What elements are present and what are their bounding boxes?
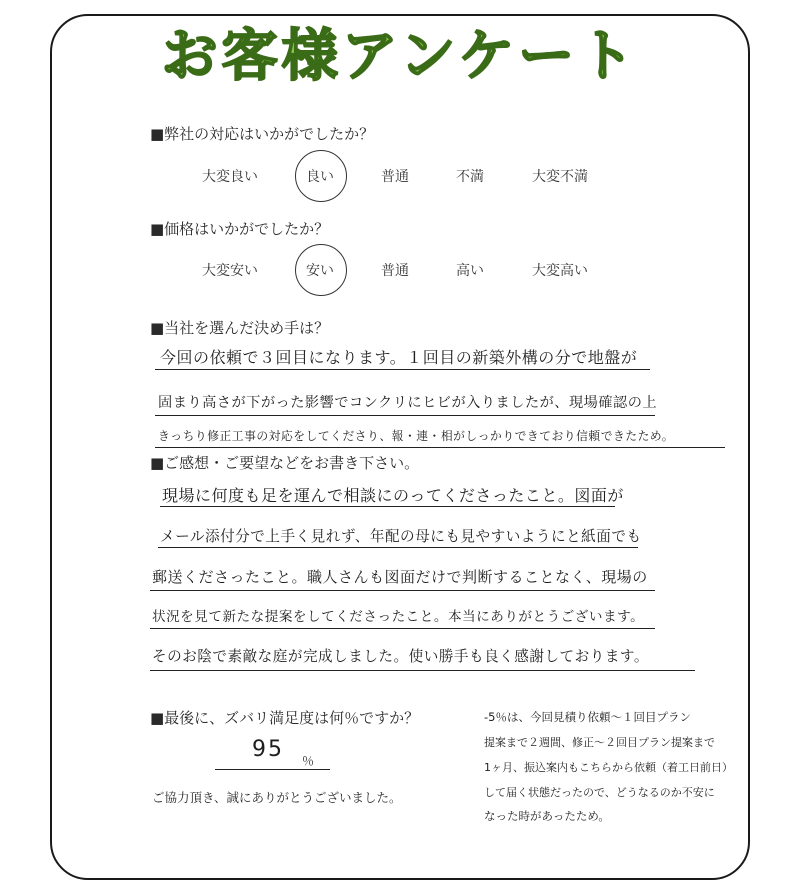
survey-title: お客様アンケート: [161, 24, 639, 89]
service-option-good: 良い: [306, 166, 334, 186]
service-option-very-dissatisfied: 大変不満: [532, 169, 588, 185]
impressions-line-3: 郵送くださったこと。職人さんも図面だけで判断することなく、現場の: [152, 568, 648, 586]
question-service: ■弊社の対応はいかがでしたか？: [150, 125, 375, 143]
underline: [150, 590, 655, 591]
underline: [155, 415, 655, 416]
price-option-normal: 普通: [381, 263, 409, 279]
underline: [158, 547, 638, 548]
price-option-cheap: 安い: [306, 260, 334, 280]
satisfaction-note-line-2: 提案まで２週間、修正～２回目プラン提案まで: [484, 736, 715, 749]
question-impressions: ■ご感想・ご要望などをお書き下さい。: [150, 454, 420, 472]
satisfaction-unit: ％: [302, 754, 315, 768]
question-satisfaction: ■最後に、ズバリ満足度は何％ですか？: [150, 709, 420, 727]
satisfaction-underline: [215, 769, 330, 770]
price-option-expensive: 高い: [456, 263, 484, 279]
impressions-line-1: 現場に何度も足を運んで相談にのってくださったこと。図面が: [162, 486, 624, 505]
price-options: [195, 260, 615, 290]
impressions-line-4: 状況を見て新たな提案をしてくださったこと。本当にありがとうございます。: [152, 609, 645, 625]
service-option-normal: 普通: [381, 169, 409, 185]
service-option-very-good: 大変良い: [202, 169, 258, 185]
satisfaction-note-line-5: なった時があったため。: [484, 809, 610, 823]
deciding-factor-line-2: 固まり高さが下がった影響でコンクリにヒビが入りましたが、現場確認の上: [158, 395, 658, 411]
price-option-very-expensive: 大変高い: [532, 263, 588, 279]
underline: [150, 628, 655, 629]
service-option-dissatisfied: 不満: [456, 169, 484, 185]
impressions-line-2: メール添付分で上手く見れず、年配の母にも見やすいようにと紙面でも: [160, 528, 642, 545]
price-option-very-cheap: 大変安い: [202, 263, 258, 279]
service-options: [195, 166, 615, 196]
question-price: ■価格はいかがでしたか？: [150, 220, 330, 238]
deciding-factor-line-3: きっちり修正工事の対応をしてくださり、報・連・相がしっかりできており信頼できたため。: [158, 429, 674, 443]
underline: [155, 369, 650, 370]
thanks-message: ご協力頂き、誠にありがとうございました。: [152, 790, 402, 805]
satisfaction-value: 95: [252, 737, 284, 762]
satisfaction-note-line-3: 1ヶ月、振込案内もこちらから依頼（着工日前日）: [484, 761, 733, 774]
impressions-line-5: そのお陰で素敵な庭が完成しました。使い勝手も良く感謝しております。: [152, 648, 649, 665]
underline: [150, 670, 695, 671]
satisfaction-note-line-4: して届く状態だったので、どうなるのか不安に: [484, 786, 715, 799]
deciding-factor-line-1: 今回の依頼で３回目になります。１回目の新築外構の分で地盤が: [160, 348, 638, 367]
underline: [155, 447, 725, 448]
satisfaction-note-line-1: -5％は、今回見積り依頼～１回目プラン: [484, 710, 691, 724]
question-deciding-factor: ■当社を選んだ決め手は？: [150, 319, 330, 337]
underline: [160, 506, 615, 507]
